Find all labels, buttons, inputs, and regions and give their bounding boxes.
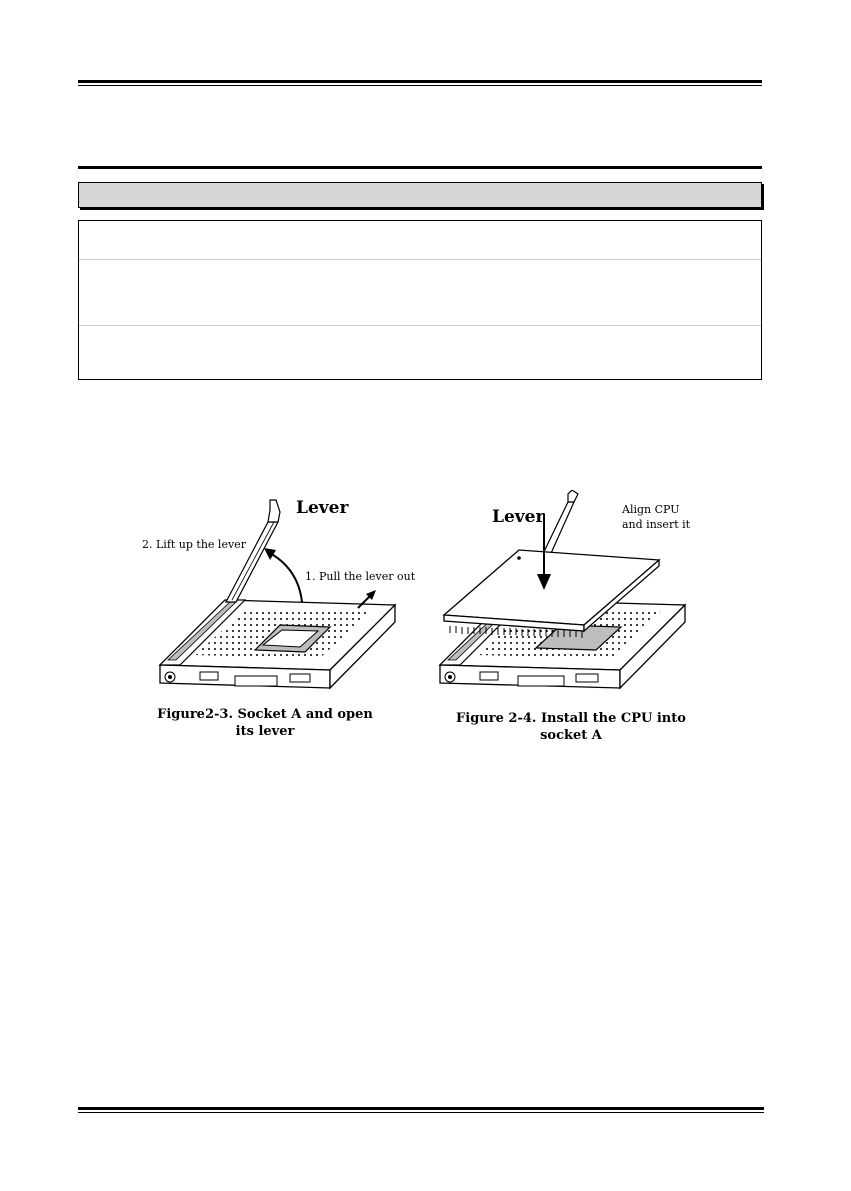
top-rule-thick — [78, 80, 762, 83]
bottom-rule-thin — [78, 1112, 764, 1113]
section-rule — [78, 166, 762, 169]
lever-label-left: Lever — [296, 498, 349, 518]
figure-2-4-caption: Figure 2-4. Install the CPU into socket A — [456, 711, 686, 743]
lever-label-right: Lever — [492, 507, 545, 527]
bottom-rule-thick — [78, 1107, 764, 1110]
step-lift-lever-label: 2. Lift up the lever — [142, 538, 246, 551]
figure-2-3-caption: Figure2-3. Socket A and open its lever — [157, 707, 373, 739]
figure-socket-open — [140, 490, 430, 750]
section-heading-bar — [78, 182, 762, 208]
align-cpu-label: Align CPU and insert it — [622, 503, 691, 531]
socket-open-illustration — [140, 490, 430, 700]
notice-row-3 — [79, 325, 761, 379]
top-rule-thin — [78, 85, 762, 86]
figure-install-cpu — [436, 490, 726, 750]
step-pull-lever-label: 1. Pull the lever out — [305, 570, 416, 583]
notice-row-2 — [79, 259, 761, 325]
notice-row-1 — [79, 221, 761, 259]
notice-box — [78, 220, 762, 380]
